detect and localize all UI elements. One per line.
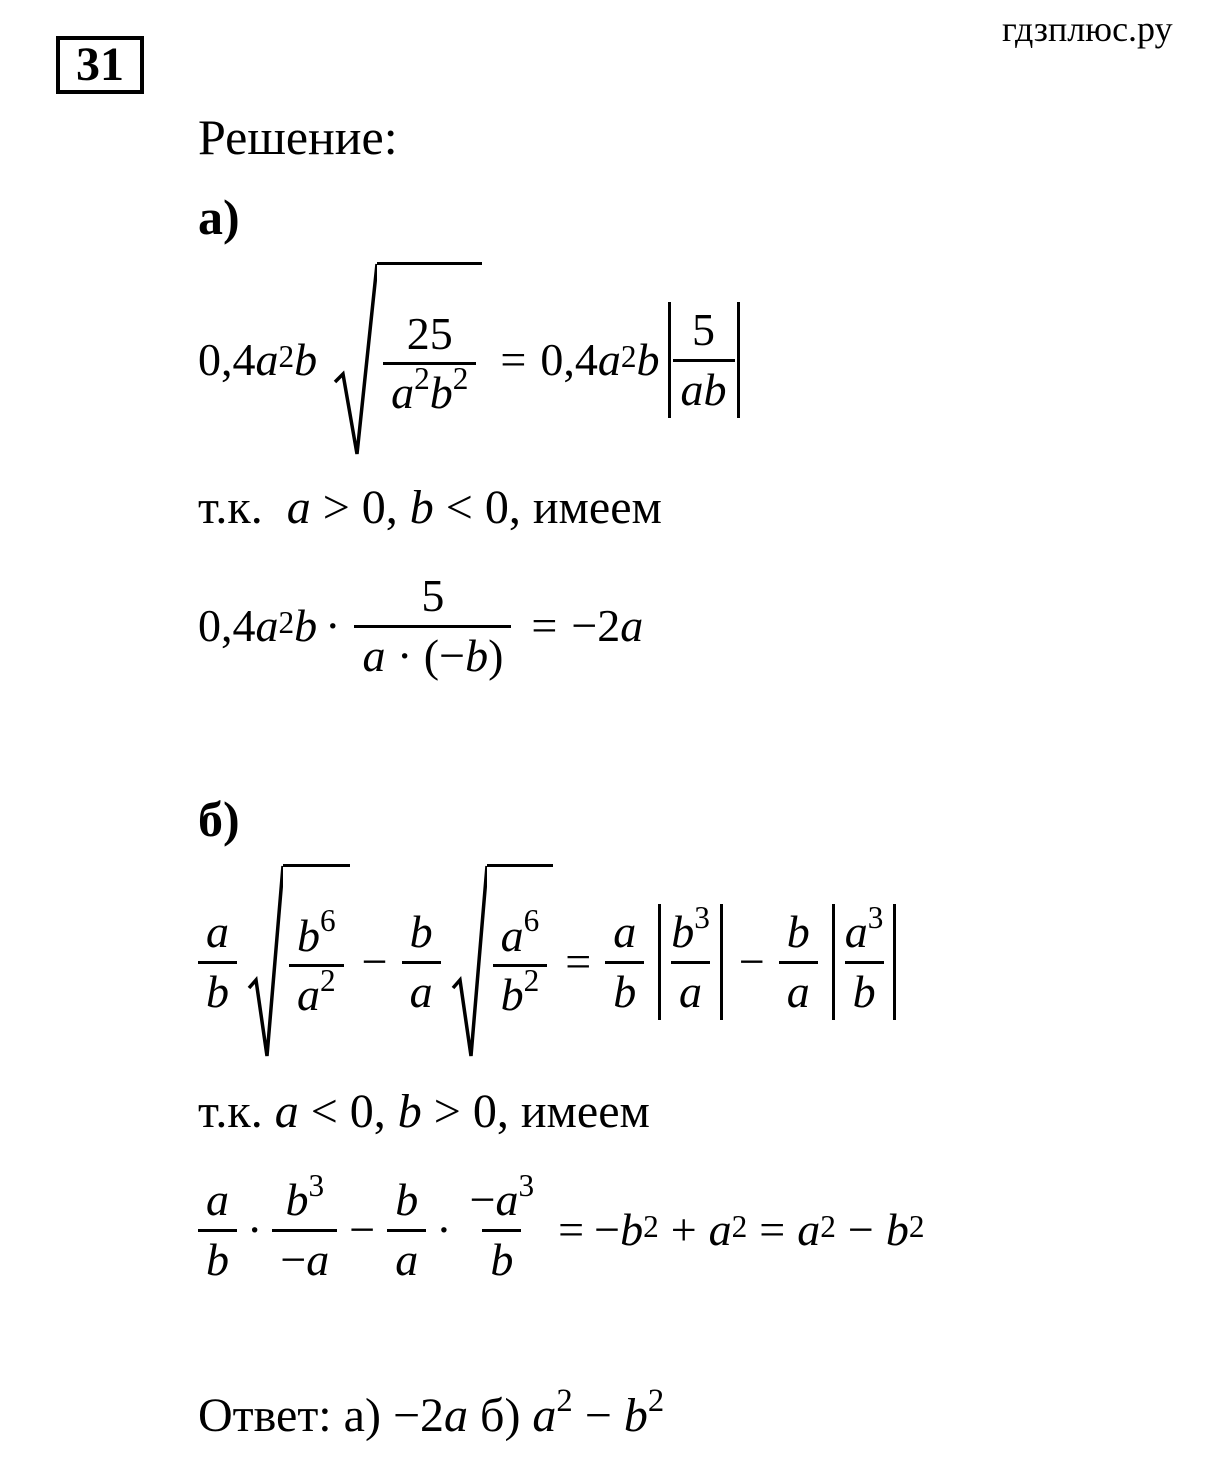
- answer-line: Ответ: а) −2a б) $a^2 - b^2$: [198, 1382, 665, 1442]
- radical-sign-icon: [451, 864, 487, 1060]
- watermark: гдзплюс.ру: [1002, 9, 1173, 49]
- minus-sign: −: [847, 1204, 874, 1255]
- absolute-value: [668, 302, 740, 418]
- numerator: 25: [406, 307, 453, 359]
- var-a: a: [255, 334, 279, 385]
- problem-number-box: 31: [56, 36, 144, 94]
- part-b-condition: т.к. a < 0, b > 0, имеем: [198, 1085, 650, 1138]
- fraction: $\frac{a}{b}$: [198, 1176, 237, 1284]
- equals-sign: =: [500, 334, 527, 385]
- part-a-equation-2: 0,4 a $^2$ b · $\frac{5}{a \cdot (-b)}$ = −2 a: [198, 570, 644, 681]
- part-a-condition: т.к. a > 0, b < 0, имеем: [198, 481, 662, 534]
- part-a-equation-1: 0,4 a $^2$ b $\frac{25}{a^2b^2}$ = 0,4 a $^2$ b $\frac{5}{ab}$: [198, 262, 748, 458]
- solution-heading: Решение:: [198, 109, 398, 165]
- radical-sign-icon: [247, 864, 283, 1060]
- part-b-equation-2: $\frac{a}{b}$ · $\frac{b^3}{-a}$ − $\frac{b}{a}$ · $\frac{-a^3}{b}$ = − b $^2$ + a $^2$ = a $^2$ − b $^2$: [198, 1160, 924, 1300]
- fraction: $\frac{b^6}{a^2}$: [289, 912, 344, 1020]
- radical-sign-icon: [333, 262, 377, 458]
- equals-sign: =: [531, 600, 558, 651]
- result: −2: [571, 600, 621, 651]
- denominator: $a^2b^2$: [383, 362, 476, 417]
- part-b-equation-1: [198, 862, 904, 1062]
- fraction: $\frac{a}{b}$: [605, 908, 644, 1016]
- minus-sign: −: [349, 1204, 376, 1255]
- fraction: $\frac{b}{a}$: [387, 1176, 426, 1284]
- fraction: $\frac{-a^3}{b}$: [469, 1167, 535, 1285]
- fraction: [383, 307, 476, 418]
- fraction: $\frac{b^3}{-a}$: [272, 1176, 337, 1284]
- fraction: $\frac{a}{b}$: [198, 908, 237, 1016]
- coef: 0,4: [198, 334, 256, 385]
- dot-operator: ·: [325, 600, 341, 651]
- plus-sign: +: [670, 1204, 697, 1255]
- absolute-value: $\frac{b^3}{a}$: [658, 904, 723, 1020]
- dot-operator: ·: [247, 1204, 263, 1255]
- fraction: $\frac{a^6}{b^2}$: [493, 912, 548, 1020]
- dot-operator: ·: [436, 1204, 452, 1255]
- var-b: b: [294, 334, 318, 385]
- square-root: [333, 262, 482, 458]
- part-b-label: б): [198, 791, 240, 847]
- fraction: $\frac{b}{a}$: [779, 908, 818, 1016]
- minus-sign: −: [361, 936, 388, 987]
- equals-sign: =: [759, 1204, 786, 1255]
- fraction: $\frac{5}{ab}$: [673, 306, 735, 414]
- absolute-value: $\frac{a^3}{b}$: [832, 904, 897, 1020]
- coef: 0,4: [540, 334, 598, 385]
- equals-sign: =: [558, 1204, 585, 1255]
- square-root: [451, 864, 554, 1060]
- minus-sign: −: [738, 936, 765, 987]
- fraction: $\frac{b}{a}$: [402, 908, 441, 1016]
- equals-sign: =: [565, 936, 592, 987]
- square-root: [247, 864, 350, 1060]
- fraction: $\frac{5}{a \cdot (-b)}$: [354, 572, 511, 680]
- part-a-label: а): [198, 189, 240, 245]
